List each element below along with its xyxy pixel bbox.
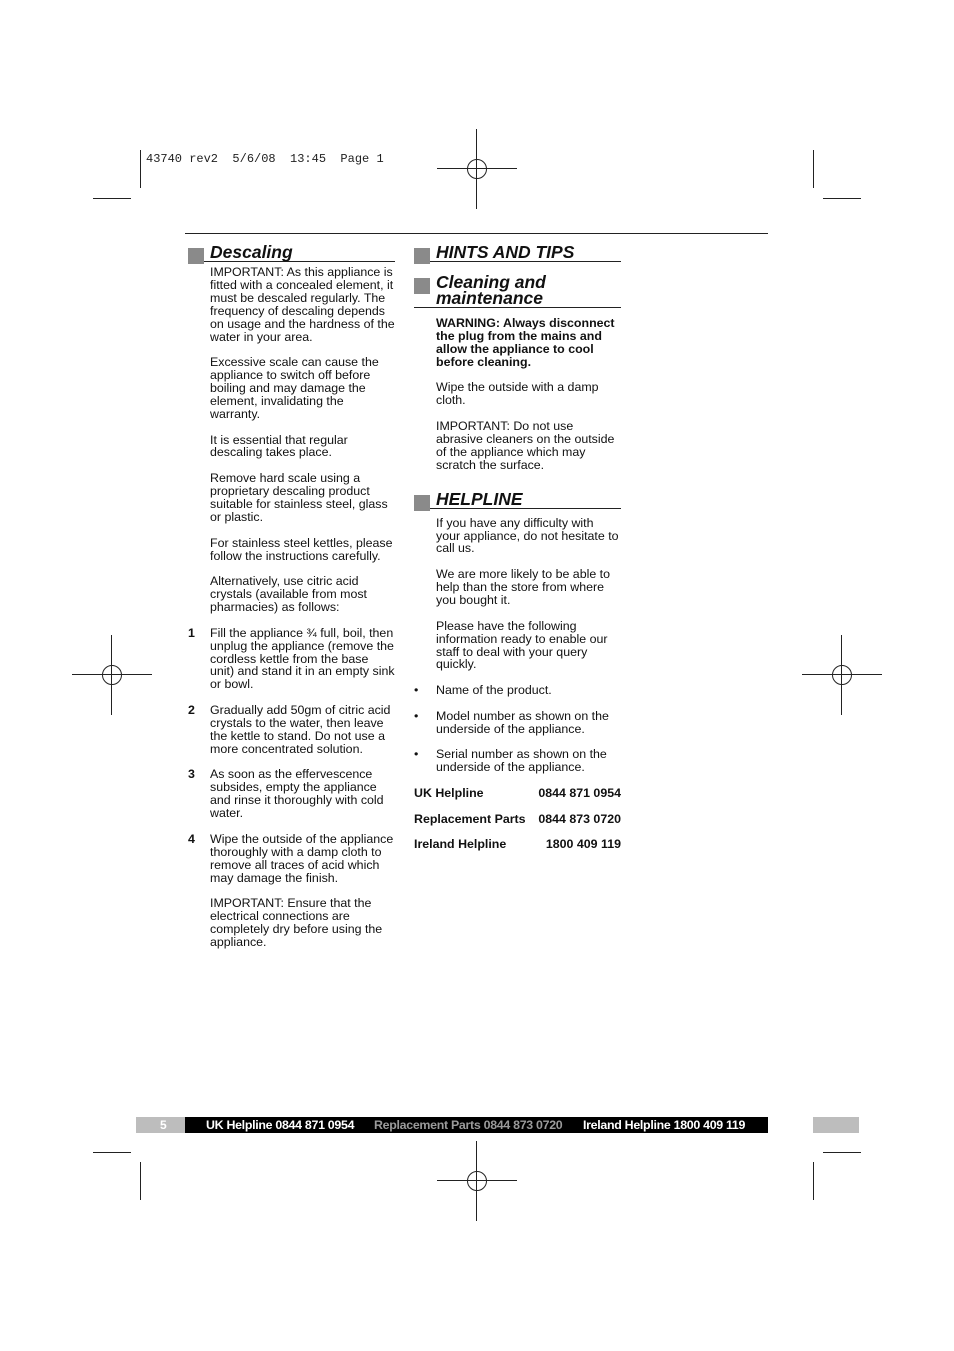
- step-text: As soon as the effervescence subsides, empty the appliance and rinse it thoroughly with cold water.: [210, 767, 384, 821]
- footer-grey-tab: [813, 1117, 859, 1133]
- paragraph: Please have the following information ready to enable our staff to deal with your query quickly.: [436, 618, 608, 672]
- step-number: 3: [188, 767, 195, 782]
- final-note: IMPORTANT: Ensure that the electrical connections are completely dry before using the appliance.: [210, 896, 383, 950]
- crop-mark: [140, 1162, 141, 1200]
- step-number: 2: [188, 703, 195, 718]
- step-item: [188, 704, 395, 756]
- cleaning-heading: [414, 274, 621, 308]
- paragraph: It is essential that regular descaling takes place.: [210, 432, 348, 460]
- section-marker: [414, 248, 430, 264]
- registration-mark: [822, 655, 862, 695]
- helpline-label: UK Helpline: [414, 786, 484, 801]
- bullet: •: [414, 747, 419, 762]
- crop-mark: [823, 1152, 861, 1153]
- bullet-text: Name of the product.: [436, 683, 552, 698]
- crop-mark: [140, 150, 141, 188]
- cleaning-title: Cleaning and maintenance: [436, 272, 546, 308]
- step-number: 4: [188, 831, 195, 846]
- footer-ireland-helpline: Ireland Helpline 1800 409 119: [583, 1118, 746, 1132]
- list-item: [414, 684, 621, 697]
- paragraph: IMPORTANT: As this appliance is fitted with a concealed element, it must be descaled regularly. The frequency of descaling depends on usage and the hardness of the water in your area.: [210, 265, 395, 344]
- hints-title: HINTS AND TIPS: [436, 242, 575, 262]
- hints-heading: [414, 244, 621, 262]
- section-marker: [188, 248, 204, 264]
- bullet: •: [414, 708, 419, 723]
- crop-mark: [93, 1152, 131, 1153]
- print-slug: 43740 rev2 5/6/08 13:45 Page 1: [146, 152, 384, 166]
- helpline-label: Replacement Parts: [414, 811, 526, 826]
- bullet: •: [414, 683, 419, 698]
- crop-mark: [813, 150, 814, 188]
- step-number: 1: [188, 625, 195, 640]
- section-marker: [414, 278, 430, 294]
- list-item: [414, 748, 621, 774]
- paragraph: For stainless steel kettles, please follow the instructions carefully.: [210, 535, 393, 563]
- page-number: 5: [160, 1118, 167, 1132]
- helpline-table: [414, 787, 621, 864]
- table-row: [414, 813, 621, 839]
- hints-column: [414, 244, 621, 864]
- registration-mark: [457, 1161, 497, 1201]
- step-item: [188, 768, 395, 820]
- footer-helpline-bar: [185, 1117, 768, 1133]
- descaling-heading: [188, 244, 395, 262]
- helpline-title: HELPLINE: [436, 488, 523, 509]
- top-rule: [185, 233, 768, 234]
- paragraph: Excessive scale can cause the appliance to switch off before boiling and may damage the element, invalidating the warranty.: [210, 355, 379, 421]
- bullet-text: Model number as shown on the underside of the appliance.: [436, 708, 609, 736]
- helpline-heading: [414, 488, 621, 509]
- footer-replacement-parts: Replacement Parts 0844 873 0720: [374, 1118, 563, 1132]
- paragraph: Wipe the outside with a damp cloth.: [436, 380, 599, 408]
- helpline-number: 1800 409 119: [545, 837, 621, 852]
- descaling-title: Descaling: [210, 242, 293, 262]
- crop-mark: [93, 198, 131, 199]
- table-row: [414, 838, 621, 864]
- table-row: [414, 787, 621, 813]
- helpline-number: 0844 871 0954: [538, 786, 621, 801]
- descaling-intro: [210, 266, 395, 614]
- registration-mark: [457, 149, 497, 189]
- step-item: [188, 833, 395, 885]
- registration-mark: [92, 655, 132, 695]
- helpline-label: Ireland Helpline: [414, 837, 507, 852]
- crop-mark: [813, 1162, 814, 1200]
- bullet-text: Serial number as shown on the underside of the appliance.: [436, 747, 607, 775]
- warning-text: WARNING: Always disconnect the plug from the mains and allow the appliance to cool before cleaning.: [436, 316, 615, 369]
- step-text: Fill the appliance ¾ full, boil, then unplug the appliance (remove the cordless kettle from the base unit) and stand it in an empty sink or bowl.: [210, 625, 395, 692]
- helpline-number: 0844 873 0720: [538, 811, 621, 826]
- paragraph: Alternatively, use citric acid crystals (available from most pharmacies) as follows:: [210, 574, 367, 615]
- section-marker: [414, 495, 430, 511]
- crop-mark: [823, 198, 861, 199]
- descaling-column: [188, 244, 395, 962]
- step-text: Wipe the outside of the appliance thoroughly with a damp cloth to remove all traces of acid which may damage the finish.: [210, 831, 394, 885]
- paragraph: We are more likely to be able to help than the store from where you bought it.: [436, 567, 611, 607]
- list-item: [414, 710, 621, 736]
- step-item: [188, 627, 395, 692]
- page-number-tab: [136, 1117, 185, 1133]
- footer-uk-helpline: UK Helpline 0844 871 0954: [206, 1118, 355, 1132]
- paragraph: If you have any difficulty with your appliance, do not hesitate to call us.: [436, 515, 619, 556]
- paragraph: IMPORTANT: Do not use abrasive cleaners on the outside of the appliance which may scratch the surface.: [436, 419, 615, 472]
- step-text: Gradually add 50gm of citric acid crystals to the water, then leave the kettle to stand. Do not use a more concentrated solution.: [210, 703, 391, 756]
- paragraph: Remove hard scale using a proprietary descaling product suitable for stainless steel, glass or plastic.: [210, 471, 388, 524]
